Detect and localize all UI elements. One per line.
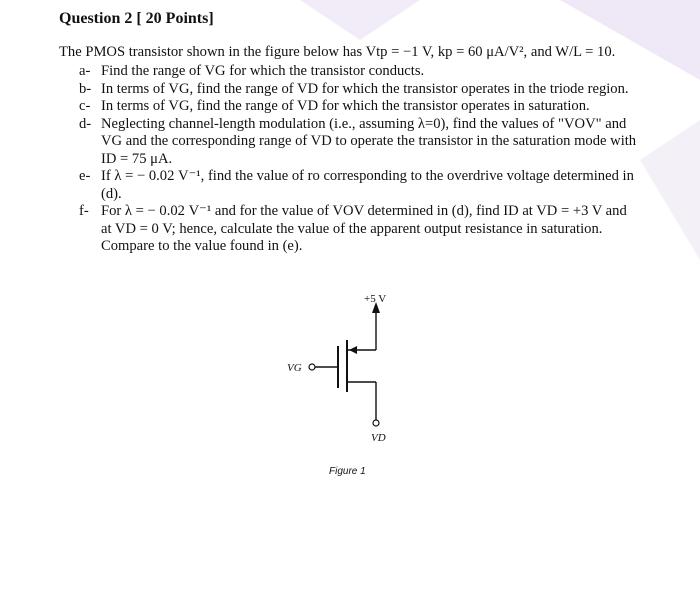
item-text: In terms of VG, find the range of VD for which the transistor operates in saturation. <box>101 98 590 114</box>
question-intro: The PMOS transistor shown in the figure below has Vtp = −1 V, kp = 60 μA/V², and W/L = 10. <box>59 44 616 60</box>
item-label: c- <box>79 98 91 114</box>
drain-terminal-icon <box>373 420 379 426</box>
circuit-wires <box>315 310 376 420</box>
item-label: e- <box>79 168 91 184</box>
gate-terminal-icon <box>309 364 315 370</box>
supply-label: +5 V <box>364 293 387 305</box>
item-text: In terms of VG, find the range of VD for which the transistor operates in the triode region. <box>101 80 629 97</box>
item-text: Find the range of VG for which the transistor conducts. <box>101 63 425 79</box>
item-label: a- <box>79 63 91 79</box>
item-label: b- <box>79 80 92 97</box>
item-text: Neglecting channel-length modulation (i.e., assuming λ=0), find the values of "VOV" and VG and the corresponding range of VD to operate the transistor in the saturation mode with ID = 75 μA. <box>101 115 637 167</box>
item-text: If λ = − 0.02 V⁻¹, find the value of ro corresponding to the overdrive voltage determined in (d). <box>101 168 634 202</box>
item-label: f- <box>79 203 89 219</box>
question-title: Question 2 [ 20 Points] <box>59 10 214 27</box>
drain-label: VD <box>371 432 386 444</box>
source-arrow-icon <box>349 346 357 354</box>
item-label: d- <box>79 115 92 132</box>
item-text: For λ = − 0.02 V⁻¹ and for the value of VOV determined in (d), find ID at VD = +3 V and at VD = 0 V; hence, calculate the value of the apparent output resistance in saturation. Compare to the value found in (e). <box>101 203 627 254</box>
gate-label: VG <box>287 362 302 374</box>
figure-caption: Figure 1 <box>329 466 366 477</box>
